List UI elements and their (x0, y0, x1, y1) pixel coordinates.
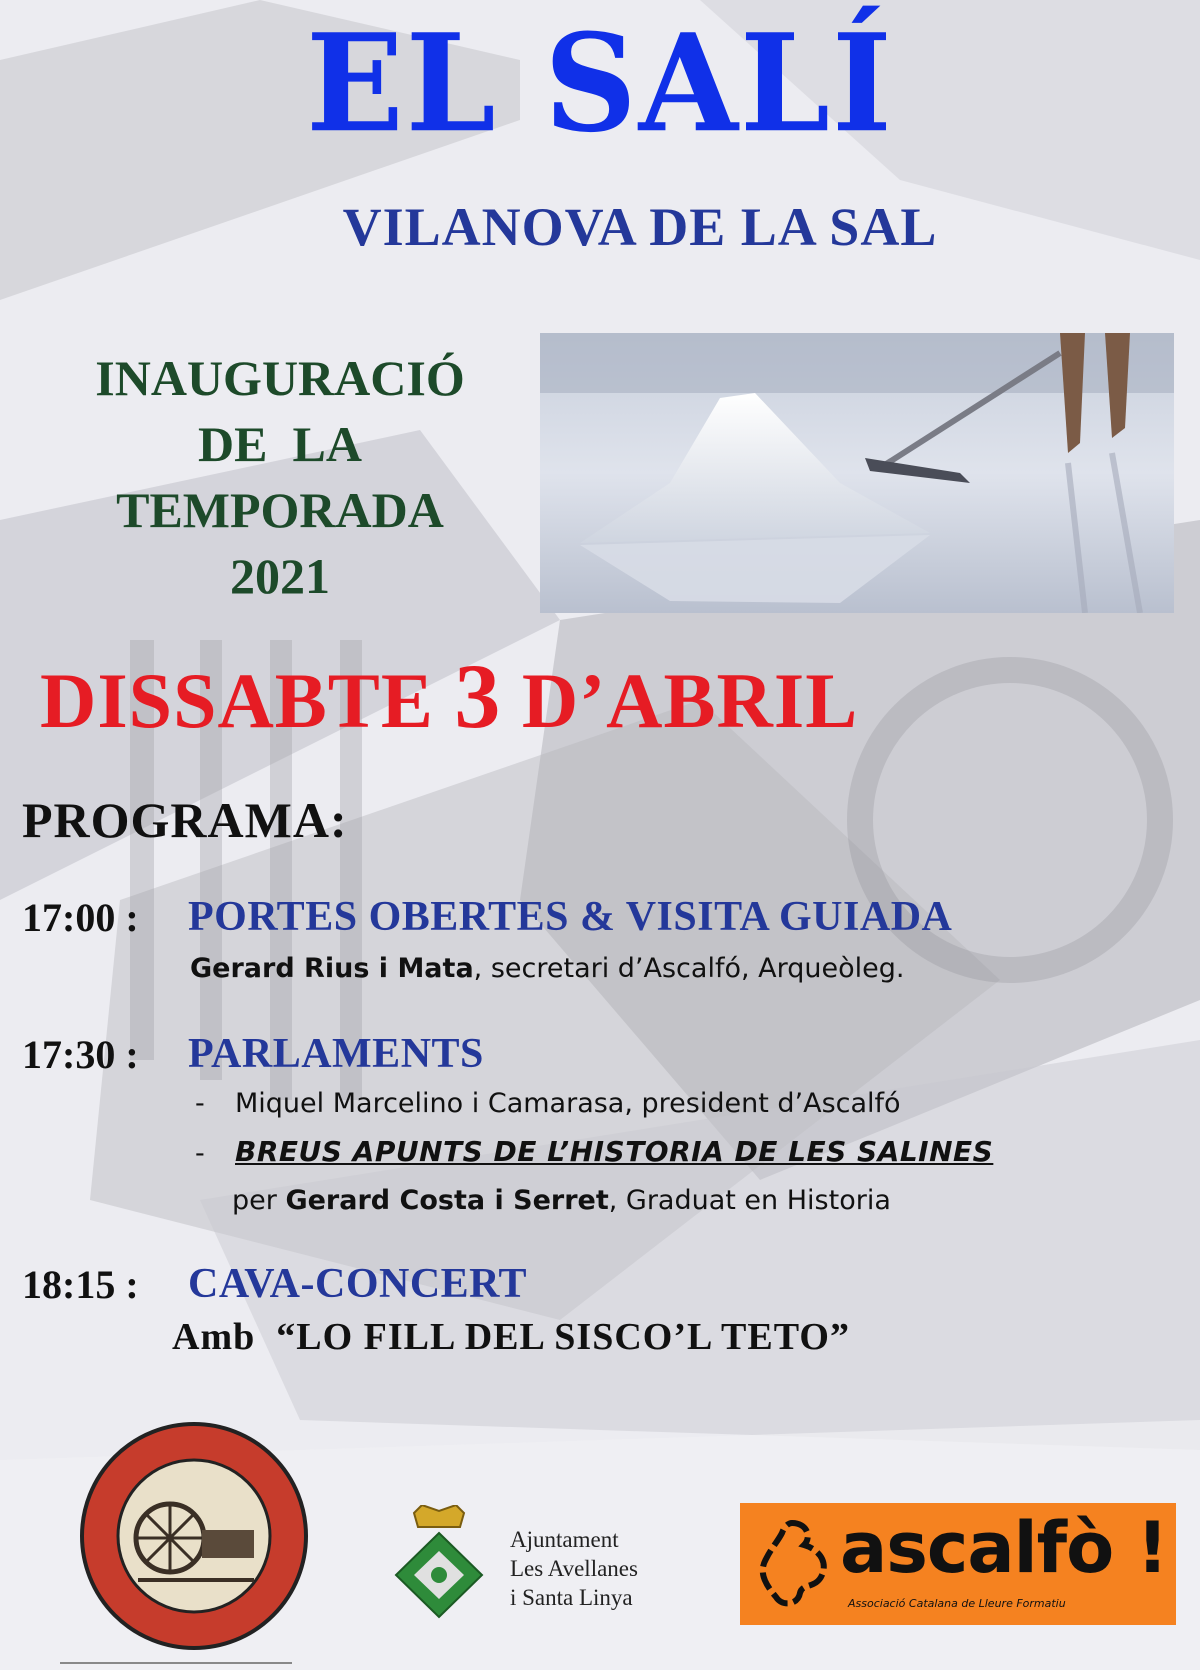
by-prefix: per (232, 1185, 277, 1216)
person-name: Gerard Rius i Mata (190, 953, 474, 984)
person-name: Gerard Costa i Serret (285, 1185, 609, 1216)
program-time: 18:15 : (22, 1262, 139, 1307)
salt-pile-photo (540, 333, 1174, 613)
inauguration-line: DE LA (198, 416, 362, 472)
talk-title: BREUS APUNTS DE L’HISTORIA DE LES SALINES (235, 1135, 994, 1168)
inauguration-heading (20, 345, 540, 609)
ascalfo-name: ascalfò ! (840, 1507, 1168, 1589)
ajuntament-name (510, 1525, 638, 1612)
date-month: D’ABRIL (521, 657, 859, 744)
talk-speaker (232, 1187, 891, 1214)
date-number: 3 (454, 645, 502, 747)
ascalfo-tagline: Associació Catalana de Lleure Formatiu (848, 1597, 1066, 1610)
speaker: Miquel Marcelino i Camarasa, president d’Ascalfó (235, 1088, 901, 1119)
program-time: 17:00 : (22, 895, 139, 940)
ascalfo-logo (740, 1503, 1176, 1625)
ajuntament-line: i Santa Linya (510, 1585, 633, 1610)
poster-subtitle: VILANOVA DE LA SAL (342, 197, 938, 257)
ajuntament-line: Les Avellanes (510, 1556, 638, 1581)
inauguration-line: INAUGURACIÓ (95, 350, 465, 406)
inauguration-line: TEMPORADA (116, 482, 444, 538)
bullet: - (195, 1088, 205, 1119)
ajuntament-line: Ajuntament (510, 1527, 619, 1552)
date-day: DISSABTE (40, 657, 434, 744)
programa-heading: PROGRAMA: (22, 792, 348, 848)
program-title: PORTES OBERTES & VISITA GUIADA (188, 894, 953, 940)
program-detail (190, 955, 904, 982)
concert-performer: Amb “LO FILL DEL SISCO’L TETO” (172, 1316, 850, 1358)
poster-title: EL SALÍ (306, 5, 894, 163)
ascalfo-figure-icon (752, 1519, 834, 1609)
divider (60, 1662, 292, 1664)
person-role: , secretari d’Ascalfó, Arqueòleg. (473, 953, 905, 984)
sal-de-vilanova-logo (78, 1420, 310, 1652)
event-date (40, 645, 1180, 747)
ajuntament-coat-of-arms (392, 1505, 487, 1620)
person-role: , Graduat en Historia (608, 1185, 891, 1216)
bullet: - (195, 1138, 205, 1169)
inauguration-line: 2021 (230, 548, 330, 604)
program-title: PARLAMENTS (188, 1031, 484, 1077)
program-time: 17:30 : (22, 1032, 139, 1077)
program-title: CAVA-CONCERT (188, 1261, 528, 1307)
